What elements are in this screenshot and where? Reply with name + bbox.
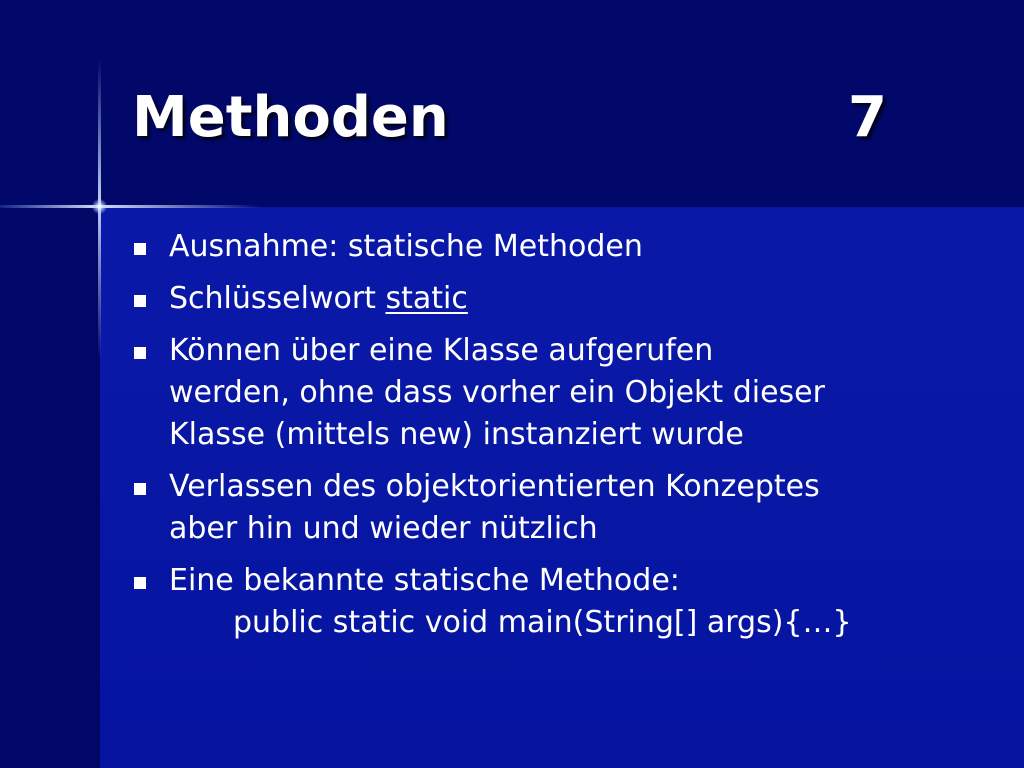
bullet-text-line: aber hin und wieder nützlich — [169, 511, 598, 546]
bullet-item — [132, 278, 992, 320]
bullet-text-prefix: Schlüsselwort — [169, 281, 386, 316]
bullet-item — [132, 466, 992, 550]
bullet-text-line: Verlassen des objektorientierten Konzeptes — [169, 469, 820, 504]
square-bullet-icon — [134, 483, 146, 495]
bullet-item — [132, 226, 992, 268]
bullet-text-line: werden, ohne dass vorher ein Objekt dieser — [169, 375, 825, 410]
bullet-item — [132, 560, 992, 644]
light-flare-horizontal — [0, 205, 260, 208]
bullet-text — [169, 278, 992, 320]
bullet-text-line: Können über eine Klasse aufgerufen — [169, 333, 714, 368]
bullet-text-line: Eine bekannte statische Methode: — [169, 563, 680, 598]
bullet-item — [132, 330, 992, 456]
code-line: public static void main(String[] args){…} — [233, 605, 852, 640]
square-bullet-icon — [134, 577, 146, 589]
bullet-list — [132, 226, 992, 654]
square-bullet-icon — [134, 347, 146, 359]
bullet-text-line: Klasse (mittels new) instanziert wurde — [169, 417, 744, 452]
static-keyword: static — [385, 281, 468, 316]
square-bullet-icon — [134, 295, 146, 307]
slide-number: 7 — [848, 85, 887, 150]
bullet-text: Ausnahme: statische Methoden — [169, 229, 643, 264]
light-flare-star-icon — [92, 199, 107, 214]
square-bullet-icon — [134, 243, 146, 255]
slide-title-text: Methoden — [132, 85, 449, 150]
slide-title — [132, 78, 892, 158]
